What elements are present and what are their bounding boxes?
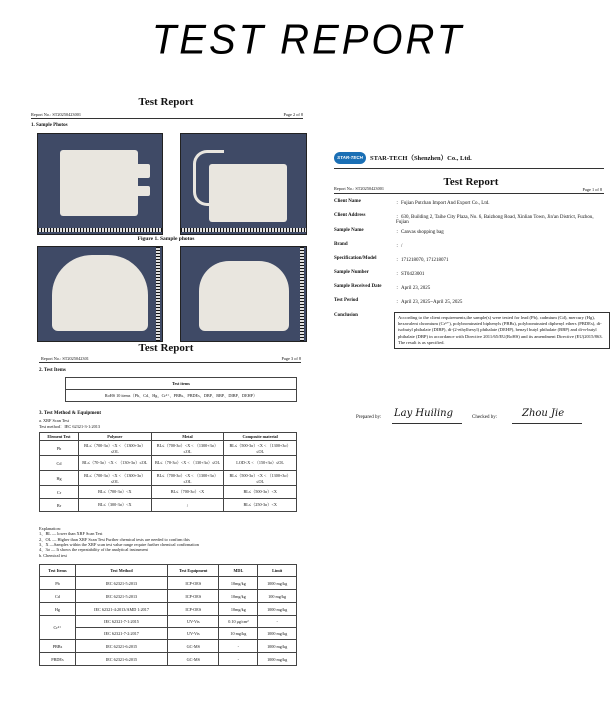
sample-photo-2: [180, 133, 307, 235]
table-cell: BL≤（500-3σ）<X < （1300+3σ）≤OL: [224, 471, 297, 486]
chemical-test-table: [39, 564, 297, 666]
table-cell: 1000 mg/kg: [258, 603, 297, 616]
table-row: [40, 577, 297, 590]
table-cell: -: [219, 640, 258, 653]
company-name: STAR-TECH（Shenzhen）Co., Ltd.: [370, 155, 472, 162]
table-cell: 1000 mg/kg: [258, 577, 297, 590]
table-cell: -: [219, 653, 258, 666]
field-value: ：/: [396, 244, 403, 249]
bag-handle: [126, 164, 150, 178]
table-row: [40, 628, 297, 640]
explanation-line: 1、BL — lower than XRF Scan Test: [39, 531, 103, 537]
field-label: Client Address: [334, 213, 366, 218]
field-label: Test Period: [334, 298, 359, 303]
table-cell: Hg: [40, 471, 79, 486]
table-cell: Cd: [40, 590, 76, 603]
table-cell: IEC 62321-6:2015: [75, 640, 167, 653]
table-cell: Cr: [40, 486, 79, 499]
table-cell: 1000 mg/kg: [258, 640, 297, 653]
field-label: Sample Number: [334, 270, 369, 275]
section-heading: 1. Sample Photos: [31, 123, 68, 128]
table-header: Limit: [258, 565, 297, 577]
table-cell: Pb: [40, 441, 79, 456]
table-row: [40, 653, 297, 666]
scale-ruler: [300, 247, 304, 341]
table-cell: BL≤（700-3σ）<X < （1300+3σ）≤OL: [151, 441, 224, 456]
explanation-line: 4、3σ — It shows the repeatability of the analytical instrument: [39, 547, 148, 553]
table-cell: BL≤（700-3σ）<X < （1300+3σ）≤OL: [79, 471, 152, 486]
table-cell: GC-MS: [168, 640, 219, 653]
conclusion-label: Conclusion: [334, 313, 358, 318]
prepared-label: Prepared by:: [356, 415, 382, 420]
subsection-heading: b. Chemical test: [39, 552, 67, 558]
table-row: [40, 456, 297, 471]
field-label: Specification/Model: [334, 256, 377, 261]
table-cell: UV-Vis: [168, 628, 219, 640]
section-heading: 2. Test Items: [39, 368, 66, 373]
field-value: ：April 23, 2025: [396, 286, 431, 291]
field-value: ：Canvas shopping bag: [396, 230, 444, 235]
field-value: ：171218070, 171218071: [396, 258, 449, 263]
table-row: [40, 640, 297, 653]
test-method-text: Test method：IEC 62321-3-1:2013: [39, 424, 101, 429]
sample-photo-3: [37, 246, 163, 342]
table-cell: ICP-OES: [168, 577, 219, 590]
explanation-line: Explanation:: [39, 526, 61, 531]
table-header: Test Method: [75, 565, 167, 577]
table-cell: BL≤（70-3σ）<X < （130+3σ）≤OL: [79, 456, 152, 471]
company-logo: STAR-TECH: [334, 152, 366, 164]
table-cell: LOD<X < （150+3σ）≤OL: [224, 456, 297, 471]
table-row: [40, 441, 297, 456]
table-cell: PBDEs: [40, 653, 76, 666]
table-cell: UV-Vis: [168, 616, 219, 628]
bag-handle: [126, 186, 150, 196]
table-cell: ICP-OES: [168, 603, 219, 616]
signature-line: [392, 423, 462, 424]
prepared-signature: Lay Huiling: [394, 408, 454, 419]
report-number: Report No.: ST2025042301: [41, 356, 89, 361]
table-cell: IEC 62321-5:2013: [75, 590, 167, 603]
field-value: ：Fujian Putchan Import And Export Co., Ltd.: [396, 201, 490, 206]
field-label: Client Name: [334, 199, 361, 204]
report-page-cover: [326, 142, 616, 442]
table-cell: BL≤（700-3σ）<X: [79, 486, 152, 499]
table-cell: BL≤（500-3σ）<X < （1300+3σ）≤OL: [224, 441, 297, 456]
table-header: Metal: [151, 433, 224, 441]
table-cell: BL≤（500-3σ）<X: [224, 486, 297, 499]
conclusion-text: According to the client requirements,the sample(s) were tested for lead (Pb), cadmium (Cd), mercury (Hg), hexavalent chromium (Cr⁶⁺), polybrominated biphenyls (PBBs), polybrominated diphenyl ethers (PBDEs), di-isobutyl phthalate (DIBP), di-(2-ethylhexyl) phthalate (DEHP), benzyl butyl phthalate (BBP) and di-n-butyl phthalate (DBP) in accordance with Directive 2011/65/EU(RoHS) and its amendment Directive (EU)2015/863.: [398, 315, 603, 339]
table-row: [40, 590, 297, 603]
explanation-line: 2、OL — Higher than XRF Scan Test Further chemical tests are needed to confirm this: [39, 536, 190, 542]
table-cell: BL≤（70-3σ）<X < （130+3σ）≤OL: [151, 456, 224, 471]
bag-strap: [193, 150, 224, 206]
table-header: Test Equipment: [168, 565, 219, 577]
table-cell: BL≤（300-3σ）<X: [79, 499, 152, 512]
table-cell: PBBs: [40, 640, 76, 653]
page-title: Test Report: [138, 96, 194, 108]
banner-title: TEST REPORT: [151, 16, 465, 64]
table-cell: IEC 62321-7-2:2017: [75, 628, 167, 640]
table-cell: IEC 62321-7-1:2015: [75, 616, 167, 628]
figure-caption: Figure 1. Sample photos: [137, 236, 195, 242]
table-cell: 1000 mg/kg: [258, 628, 297, 640]
checked-signature: Zhou Jie: [522, 408, 565, 419]
scale-ruler: [38, 228, 162, 232]
table-cell: Hg: [40, 603, 76, 616]
conclusion-box: [394, 312, 610, 349]
divider: [334, 168, 604, 169]
report-number: Report No.: ST20250423001: [31, 112, 82, 117]
divider: [31, 118, 303, 119]
table-header: Test items: [66, 378, 297, 390]
table-row: [40, 486, 297, 499]
table-cell: RoHS 10 items（Pb、Cd、Hg、Cr⁶⁺、PBBs、PBDEs、DBP、BBP、DIBP、DEHP）: [66, 390, 297, 402]
table-cell: Cr⁶⁺: [40, 616, 76, 640]
explanation-line: 3、X —Samples within the XRF scan test value range require further chemical confirmation: [39, 542, 199, 548]
sample-photo-4: [180, 246, 307, 342]
scale-ruler: [156, 247, 160, 341]
table-cell: 10mg/kg: [219, 603, 258, 616]
table-cell: Pb: [40, 577, 76, 590]
subsection-heading: a. XRF Scan Test: [39, 418, 69, 423]
field-label: Sample Name: [334, 228, 364, 233]
page-title: Test Report: [443, 176, 499, 188]
page-number: Page 2 of 8: [283, 112, 303, 117]
report-page-methods: [25, 342, 307, 682]
table-row: [40, 616, 297, 628]
table-cell: BL≤（700-3σ）<X < （1300+3σ）≤OL: [151, 471, 224, 486]
table-cell: 100 mg/kg: [258, 590, 297, 603]
conclusion-result: The result is as specified.: [398, 339, 445, 345]
report-number: Report No.: ST20250423001: [334, 186, 385, 191]
table-cell: IEC 62321-6:2015: [75, 653, 167, 666]
table-cell: 0.10 μg/cm²: [219, 616, 258, 628]
table-cell: IEC 62321-4:2013/AMD 1:2017: [75, 603, 167, 616]
table-row: [40, 499, 297, 512]
bag-image: [60, 150, 138, 216]
table-cell: 10mg/kg: [219, 590, 258, 603]
checked-label: Checked by:: [472, 415, 498, 420]
test-items-table: [65, 377, 297, 402]
field-value: ：630, Building 2, Taihe City Plaza, No. 6, Baizhong Road, Xinlian Town, Jin'an District, Fuzhou, Fujian: [396, 215, 594, 225]
table-row: [40, 471, 297, 486]
scale-ruler: [181, 228, 306, 232]
table-cell: BL≤（250-3σ）<X: [224, 499, 297, 512]
divider: [39, 362, 301, 363]
table-cell: IEC 62321-5:2013: [75, 577, 167, 590]
table-cell: 10mg/kg: [219, 577, 258, 590]
table-cell: BL≤（700-3σ）<X < （1300+3σ）≤OL: [79, 441, 152, 456]
section-heading: 3. Test Method & Equipment: [39, 411, 102, 416]
table-header: Test Items: [40, 565, 76, 577]
page-number: Page 1 of 8: [582, 187, 602, 192]
bag-image: [52, 255, 148, 331]
field-label: Sample Received Date: [334, 284, 382, 289]
report-page-photos: [25, 96, 307, 344]
bag-image: [199, 261, 289, 331]
table-header: Composite material: [224, 433, 297, 441]
page-title: Test Report: [138, 342, 194, 354]
sample-photo-1: [37, 133, 163, 235]
divider: [334, 193, 604, 194]
table-cell: -: [258, 616, 297, 628]
field-label: Brand: [334, 242, 348, 247]
table-cell: Br: [40, 499, 79, 512]
table-header: Element Test: [40, 433, 79, 441]
table-header: MDL: [219, 565, 258, 577]
table-cell: /: [151, 499, 224, 512]
xrf-table: [39, 432, 297, 512]
table-row: [40, 603, 297, 616]
table-cell: 1000 mg/kg: [258, 653, 297, 666]
table-header: Polymer: [79, 433, 152, 441]
table-cell: Cd: [40, 456, 79, 471]
table-cell: GC-MS: [168, 653, 219, 666]
signature-line: [512, 423, 582, 424]
explanation-block: [39, 526, 301, 558]
field-value: ：April 23, 2025~April 25, 2025: [396, 300, 463, 305]
field-value: ：ST0423001: [396, 272, 425, 277]
table-cell: BL≤（700-3σ）<X: [151, 486, 224, 499]
page-number: Page 3 of 8: [281, 356, 301, 361]
table-cell: 10 mg/kg: [219, 628, 258, 640]
table-cell: ICP-OES: [168, 590, 219, 603]
